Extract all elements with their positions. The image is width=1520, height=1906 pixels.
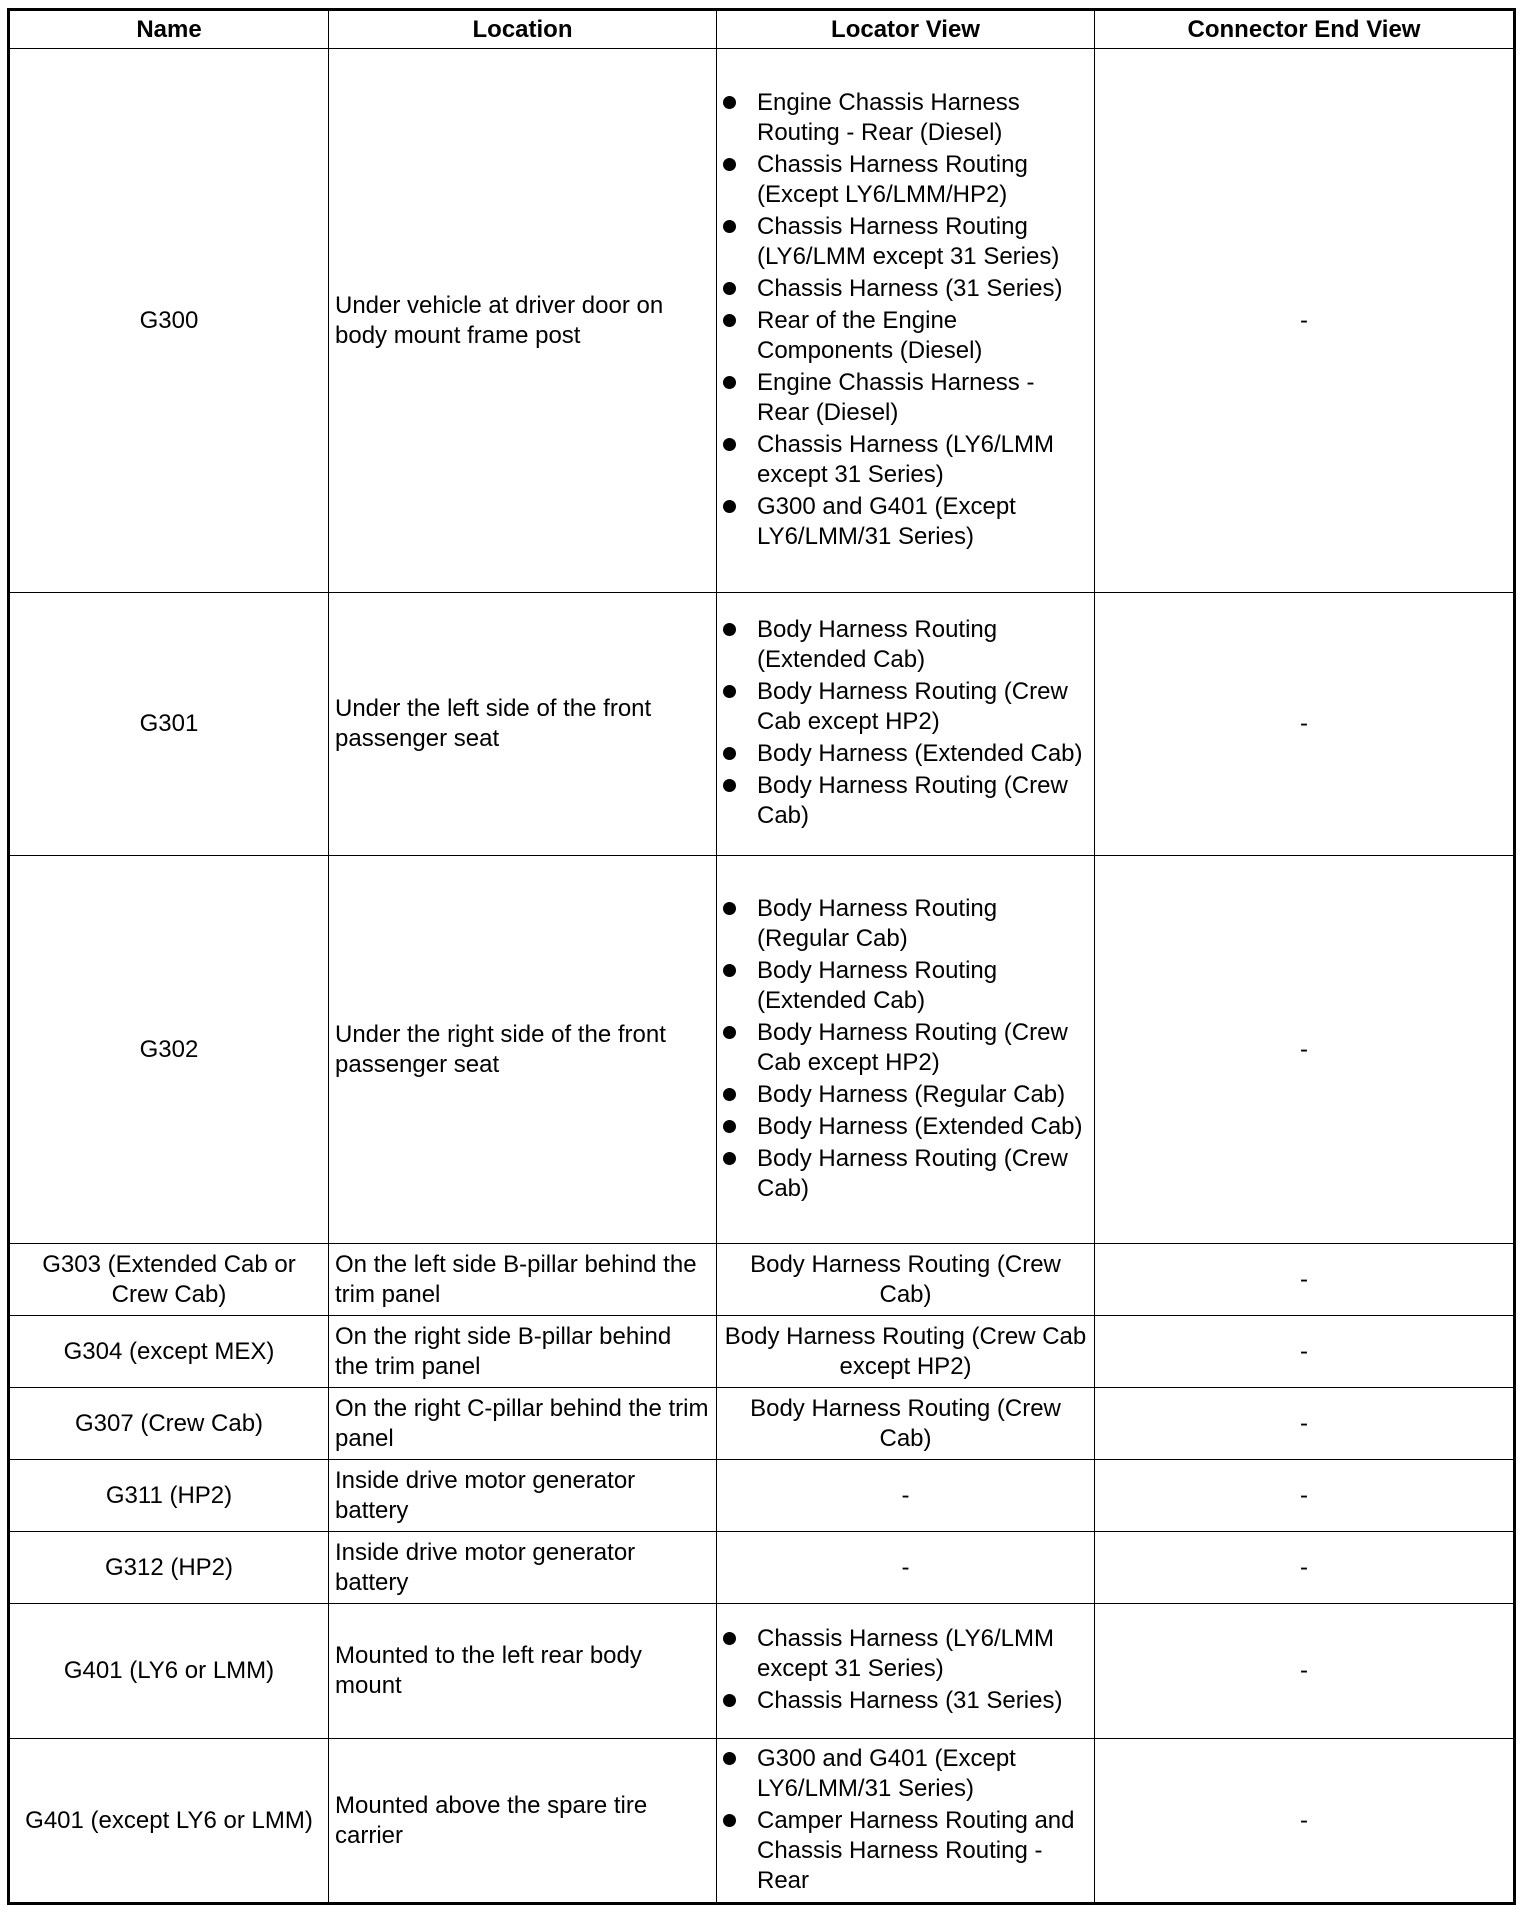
cell-name: G301 [9, 593, 329, 856]
cell-name: G311 (HP2) [9, 1460, 329, 1532]
cell-location: On the right side B-pillar behind the trim panel [329, 1316, 717, 1388]
bullet-icon [723, 314, 736, 327]
ground-locations-table [7, 8, 1516, 1905]
cell-locator-view[interactable]: Body Harness Routing (Crew Cab) [717, 1244, 1095, 1316]
table-row [9, 1460, 1515, 1532]
header-connector-end-view: Connector End View [1095, 10, 1515, 49]
locator-item[interactable]: Chassis Harness (31 Series) [723, 1686, 1088, 1716]
bullet-icon [723, 779, 736, 792]
locator-item[interactable]: Body Harness Routing (Regular Cab) [723, 894, 1088, 954]
bullet-icon [723, 1152, 736, 1165]
locator-item[interactable]: Rear of the Engine Components (Diesel) [723, 306, 1088, 366]
locator-item[interactable]: G300 and G401 (Except LY6/LMM/31 Series) [723, 492, 1088, 552]
bullet-icon [723, 1120, 736, 1133]
cell-location: Under vehicle at driver door on body mount frame post [329, 49, 717, 593]
cell-connector-end-view: - [1095, 1388, 1515, 1460]
locator-item[interactable]: Engine Chassis Harness - Rear (Diesel) [723, 368, 1088, 428]
locator-item[interactable]: Chassis Harness Routing (Except LY6/LMM/HP2) [723, 150, 1088, 210]
cell-name: G312 (HP2) [9, 1532, 329, 1604]
locator-item[interactable]: Chassis Harness Routing (LY6/LMM except 31 Series) [723, 212, 1088, 272]
bullet-icon [723, 158, 736, 171]
table-row [9, 1316, 1515, 1388]
cell-location: On the left side B-pillar behind the trim panel [329, 1244, 717, 1316]
bullet-icon [723, 1026, 736, 1039]
bullet-icon [723, 1088, 736, 1101]
locator-item[interactable]: Body Harness Routing (Crew Cab) [723, 1144, 1088, 1204]
locator-list [723, 1624, 1088, 1716]
bullet-icon [723, 1632, 736, 1645]
cell-locator-view [717, 1739, 1095, 1904]
cell-connector-end-view: - [1095, 1316, 1515, 1388]
locator-item[interactable]: Body Harness (Extended Cab) [723, 739, 1088, 769]
bullet-icon [723, 500, 736, 513]
table-row [9, 1388, 1515, 1460]
cell-locator-view [717, 856, 1095, 1244]
header-locator-view: Locator View [717, 10, 1095, 49]
table-row [9, 49, 1515, 593]
header-name: Name [9, 10, 329, 49]
cell-name: G303 (Extended Cab or Crew Cab) [9, 1244, 329, 1316]
bullet-icon [723, 282, 736, 295]
bullet-icon [723, 747, 736, 760]
table-row [9, 1739, 1515, 1904]
cell-connector-end-view: - [1095, 856, 1515, 1244]
cell-location: Inside drive motor generator battery [329, 1532, 717, 1604]
bullet-icon [723, 96, 736, 109]
locator-list [723, 1744, 1088, 1896]
locator-item[interactable]: Body Harness Routing (Crew Cab except HP2) [723, 677, 1088, 737]
locator-item[interactable]: Body Harness Routing (Extended Cab) [723, 956, 1088, 1016]
bullet-icon [723, 964, 736, 977]
cell-location: Under the right side of the front passenger seat [329, 856, 717, 1244]
locator-list [723, 88, 1088, 552]
cell-locator-view[interactable]: Body Harness Routing (Crew Cab) [717, 1388, 1095, 1460]
header-location: Location [329, 10, 717, 49]
cell-connector-end-view: - [1095, 1739, 1515, 1904]
cell-locator-view: - [717, 1532, 1095, 1604]
header-row [9, 10, 1515, 49]
locator-list [723, 894, 1088, 1204]
locator-item[interactable]: Chassis Harness (LY6/LMM except 31 Series) [723, 430, 1088, 490]
cell-locator-view[interactable]: Body Harness Routing (Crew Cab except HP2) [717, 1316, 1095, 1388]
bullet-icon [723, 438, 736, 451]
locator-item[interactable]: Body Harness (Extended Cab) [723, 1112, 1088, 1142]
locator-item[interactable]: Body Harness Routing (Crew Cab except HP2) [723, 1018, 1088, 1078]
bullet-icon [723, 685, 736, 698]
table-row [9, 593, 1515, 856]
locator-item[interactable]: Body Harness Routing (Crew Cab) [723, 771, 1088, 831]
cell-locator-view [717, 593, 1095, 856]
table-row [9, 1244, 1515, 1316]
cell-name: G302 [9, 856, 329, 1244]
cell-locator-view [717, 1604, 1095, 1739]
bullet-icon [723, 220, 736, 233]
cell-connector-end-view: - [1095, 49, 1515, 593]
cell-name: G401 (LY6 or LMM) [9, 1604, 329, 1739]
bullet-icon [723, 1752, 736, 1765]
locator-item[interactable]: G300 and G401 (Except LY6/LMM/31 Series) [723, 1744, 1088, 1804]
cell-name: G304 (except MEX) [9, 1316, 329, 1388]
bullet-icon [723, 376, 736, 389]
cell-location: Mounted to the left rear body mount [329, 1604, 717, 1739]
table-row [9, 856, 1515, 1244]
cell-location: Inside drive motor generator battery [329, 1460, 717, 1532]
cell-connector-end-view: - [1095, 593, 1515, 856]
table-row [9, 1532, 1515, 1604]
cell-locator-view: - [717, 1460, 1095, 1532]
cell-location: Mounted above the spare tire carrier [329, 1739, 717, 1904]
cell-connector-end-view: - [1095, 1460, 1515, 1532]
bullet-icon [723, 902, 736, 915]
cell-location: On the right C-pillar behind the trim panel [329, 1388, 717, 1460]
cell-locator-view [717, 49, 1095, 593]
bullet-icon [723, 1814, 736, 1827]
cell-location: Under the left side of the front passenger seat [329, 593, 717, 856]
locator-item[interactable]: Camper Harness Routing and Chassis Harness Routing - Rear [723, 1806, 1088, 1896]
cell-connector-end-view: - [1095, 1604, 1515, 1739]
locator-item[interactable]: Engine Chassis Harness Routing - Rear (Diesel) [723, 88, 1088, 148]
bullet-icon [723, 1694, 736, 1707]
locator-list [723, 615, 1088, 831]
table-row [9, 1604, 1515, 1739]
cell-name: G307 (Crew Cab) [9, 1388, 329, 1460]
cell-connector-end-view: - [1095, 1532, 1515, 1604]
locator-item[interactable]: Chassis Harness (LY6/LMM except 31 Series) [723, 1624, 1088, 1684]
cell-name: G401 (except LY6 or LMM) [9, 1739, 329, 1904]
locator-item[interactable]: Body Harness (Regular Cab) [723, 1080, 1088, 1110]
cell-name: G300 [9, 49, 329, 593]
locator-item[interactable]: Body Harness Routing (Extended Cab) [723, 615, 1088, 675]
bullet-icon [723, 623, 736, 636]
cell-connector-end-view: - [1095, 1244, 1515, 1316]
locator-item[interactable]: Chassis Harness (31 Series) [723, 274, 1088, 304]
